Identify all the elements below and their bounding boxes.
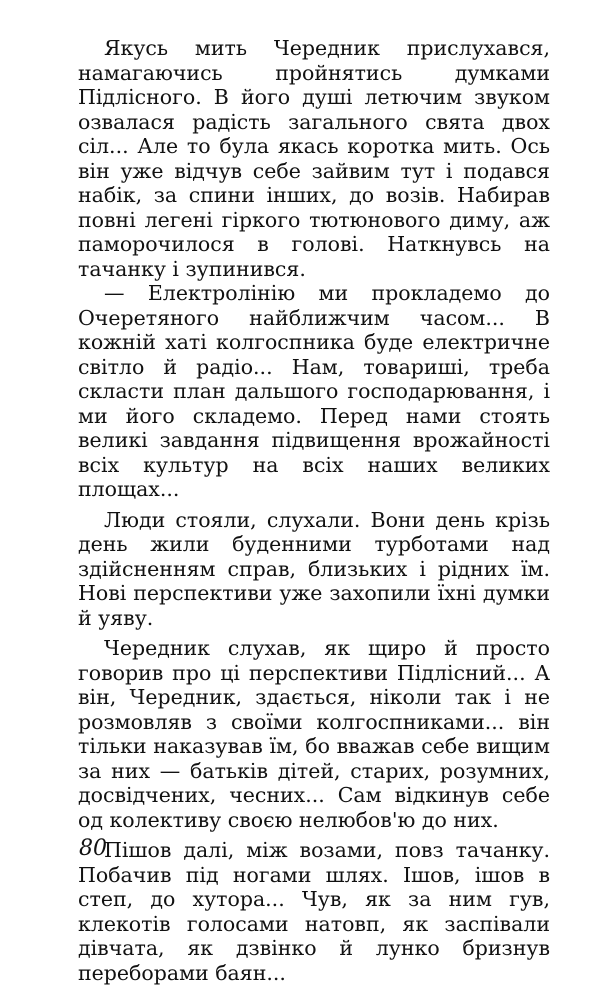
paragraph-3: Люди стояли, слухали. Вони день крізь день жили буденними турботами над здійсненням справ, близьких і рідних їм. Нові перспективи уже захопили їхні думки й уяву. — [78, 507, 550, 630]
page-body — [78, 36, 550, 985]
paragraph-5: Пішов далі, між возами, повз тачанку. Побачив під ногами шлях. Ішов, ішов в степ, до хутора... Чув, як за ним гув, клекотів голосами натовп, як заспівали дівчата, як дзвінко й лунко бризнув переборами баян... — [78, 838, 550, 985]
paragraph-2: — Електролінію ми прокладемо до Очеретяного найближчим часом... В кожній хаті колгоспника буде електричне світло й радіо... Нам, товариші, треба скласти план дальшого господарювання, і ми його складемо. Перед нами стоять великі завдання підвищення врожайності всіх культур на всіх наших великих площах... — [78, 281, 550, 501]
page-number: 80 — [79, 836, 107, 861]
paragraph-1: Якусь мить Чередник прислухався, намагаючись пройнятись думками Підлісного. В його душі летючим звуком озвалася радість загального свята двох сіл... Але то була якась коротка мить. Ось він уже відчув себе зайвим тут і подався набік, за спини інших, до возів. Набирав повні легені гіркого тютюнового диму, аж паморочилося в голові. Наткнувсь на тачанку і зупинився. — [78, 36, 550, 281]
paragraph-4: Чередник слухав, як щиро й просто говорив про ці перспективи Підлісний... А він, Чередник, здається, ніколи так і не розмовляв з своїми колгоспниками... він тільки наказував їм, бо вважав себе вищим за них — батьків дітей, старих, розумних, досвідчених, чесних... Сам відкинув себе од колективу своєю нелюбов'ю до них. — [78, 636, 550, 832]
